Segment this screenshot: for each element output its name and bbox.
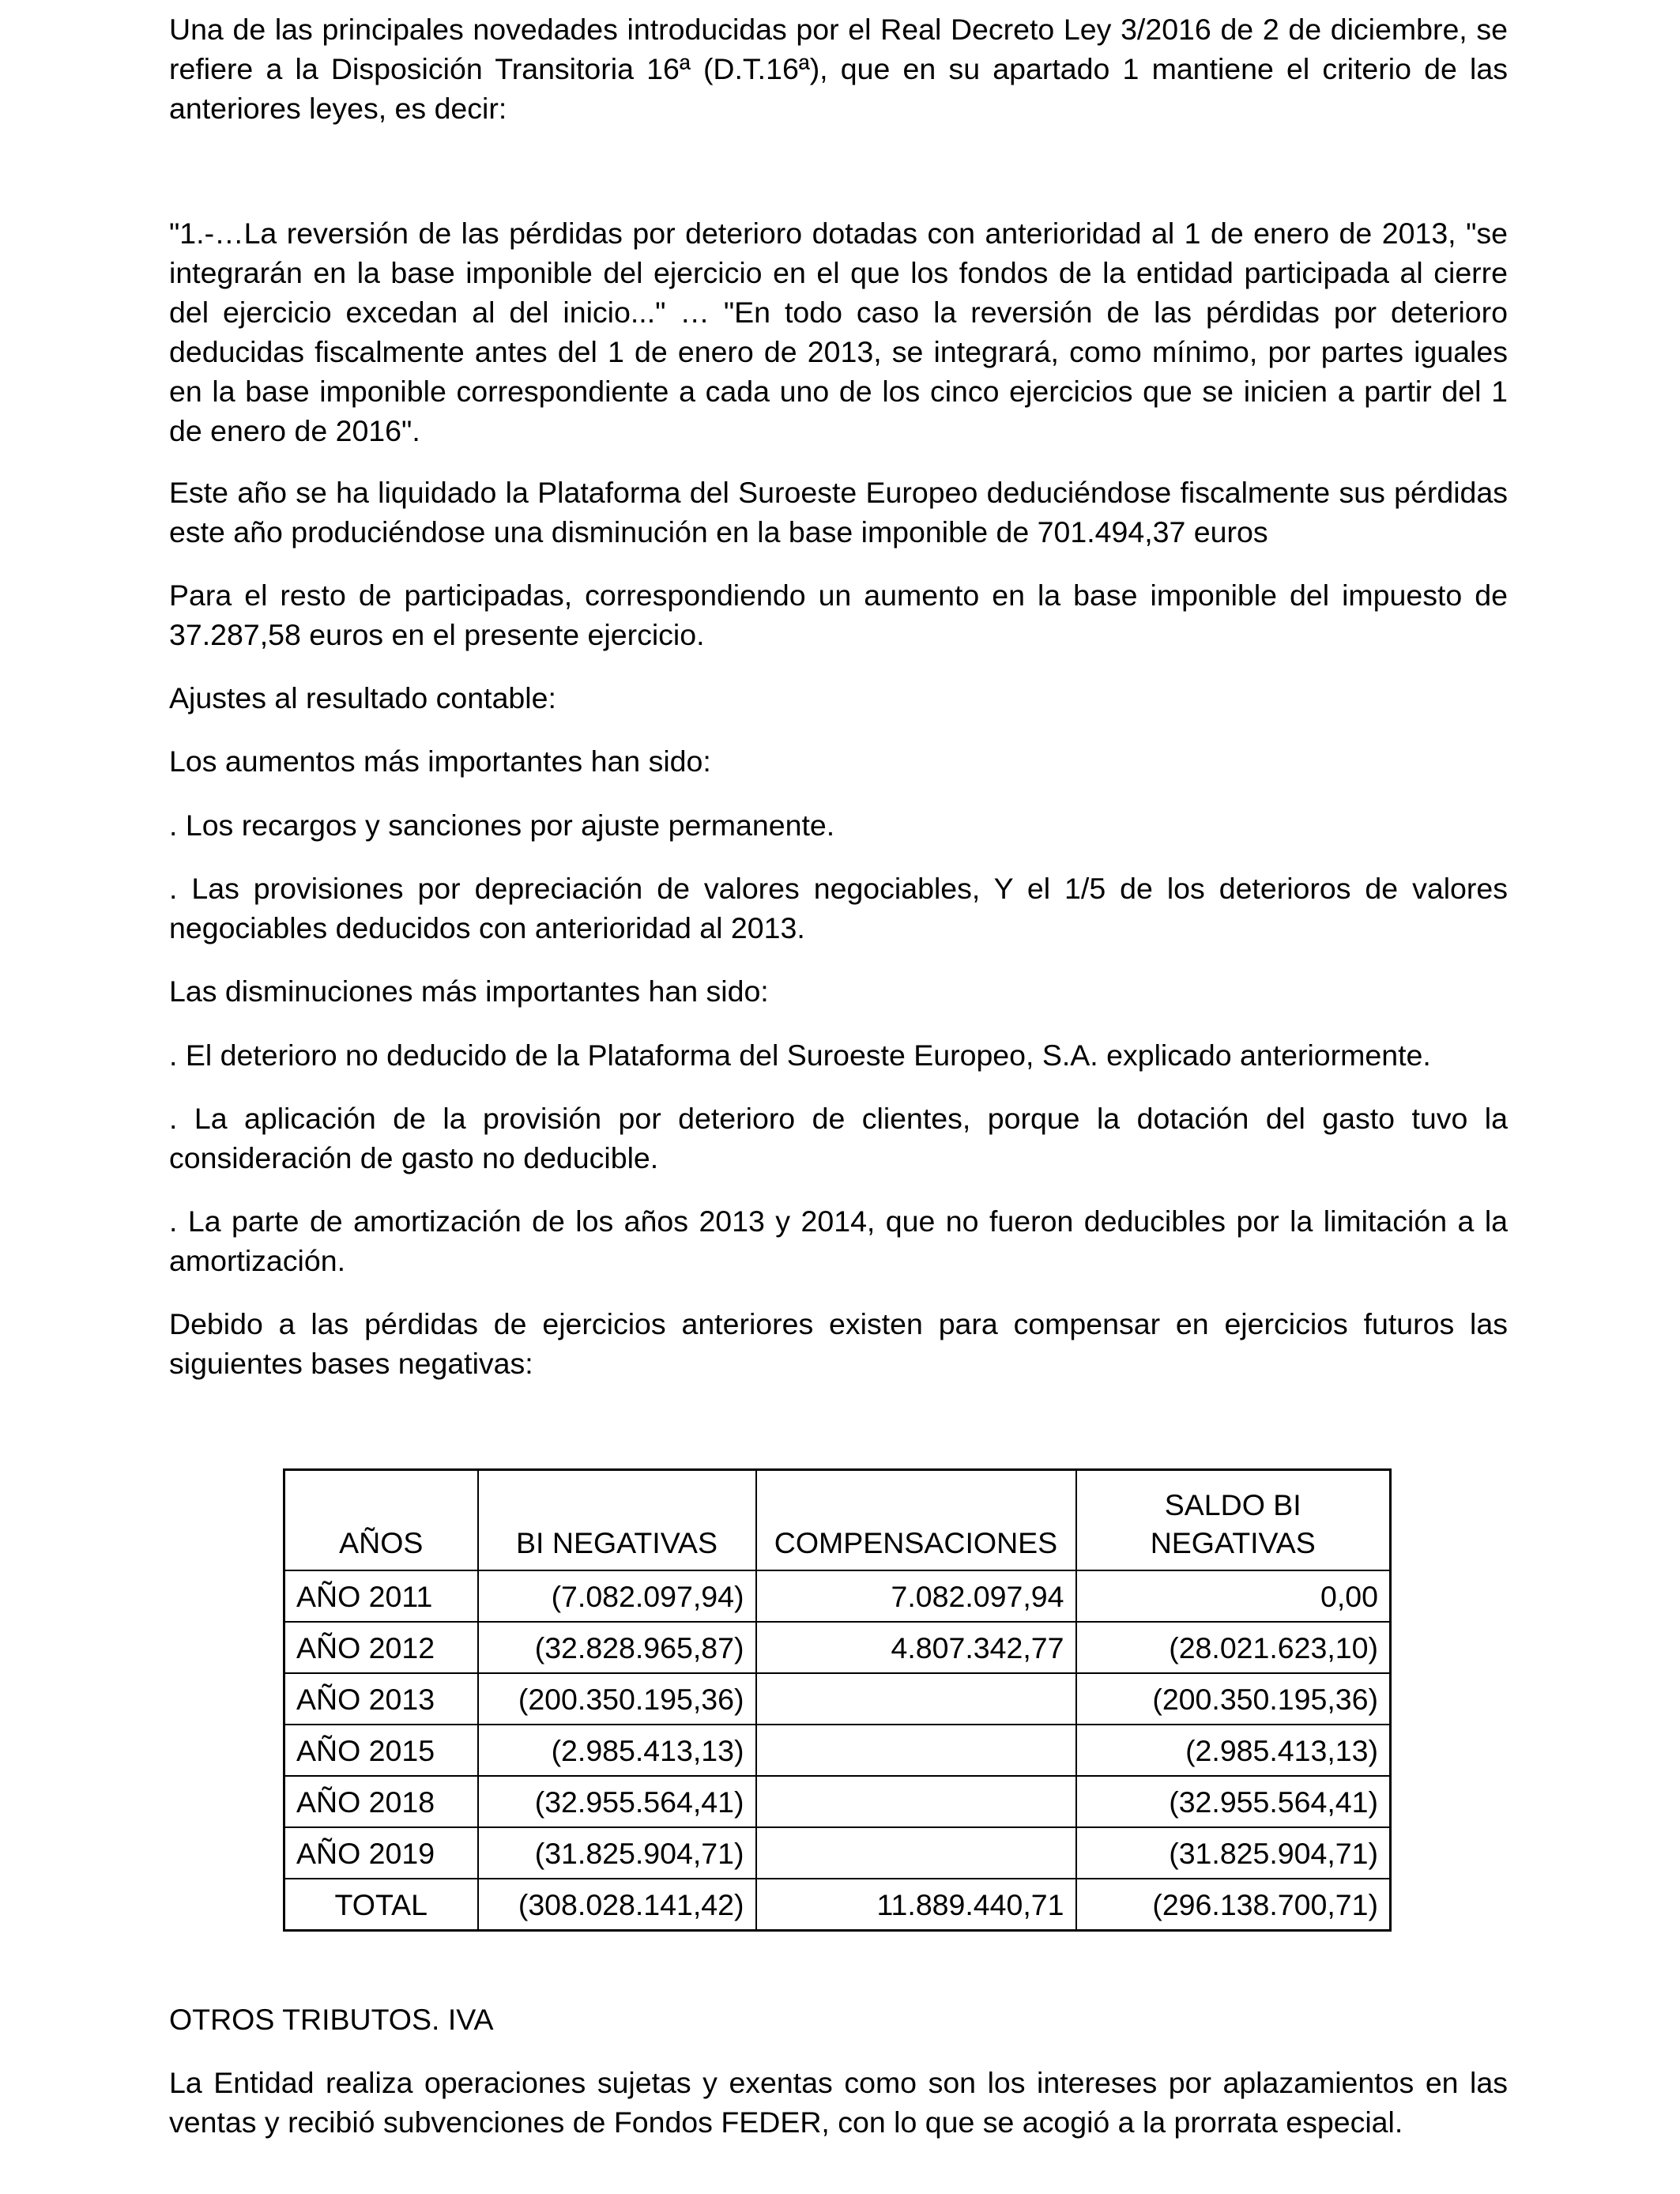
row-compensaciones <box>756 1827 1076 1879</box>
table-row <box>284 1725 1391 1776</box>
quoted-text-paragraph: "1.-…La reversión de las pérdidas por deterioro dotadas con anterioridad al 1 de enero de 2013, "se integrarán en la base imponible del ejercicio en el que los fondos de la entidad participada al cierre del ejercicio excedan al del inicio..." … "En todo caso la reversión de las pérdidas por deterioro deducidas fiscalmente antes del 1 de enero de 2013, se integrará, como mínimo, por partes iguales en la base imponible correspondiente a cada uno de los cinco ejercicios que se inicien a partir del 1 de enero de 2016". <box>169 217 1508 447</box>
total-bi-negativas: (308.028.141,42) <box>478 1879 756 1931</box>
aumentos-heading: Los aumentos más importantes han sido: <box>169 745 711 778</box>
header-bi-negativas: BI NEGATIVAS <box>478 1470 756 1571</box>
row-saldo: (2.985.413,13) <box>1076 1725 1391 1776</box>
total-compensaciones: 11.889.440,71 <box>756 1879 1076 1931</box>
table-row <box>284 1570 1391 1622</box>
amortizacion-item: . La parte de amortización de los años 2013 y 2014, que no fueron deducibles por la limitación a la amortización. <box>169 1204 1508 1277</box>
table-total-row <box>284 1879 1391 1931</box>
row-saldo: (31.825.904,71) <box>1076 1827 1391 1879</box>
header-saldo-line1: SALDO BI <box>1164 1488 1301 1521</box>
row-compensaciones: 4.807.342,77 <box>756 1622 1076 1673</box>
intro-paragraph: Una de las principales novedades introducidas por el Real Decreto Ley 3/2016 de 2 de diciembre, se refiere a la Disposición Transitoria 16ª (D.T.16ª), que en su apartado 1 mantiene el criterio de las anteriores leyes, es decir: <box>169 13 1508 125</box>
row-saldo: 0,00 <box>1076 1570 1391 1622</box>
plataforma-paragraph: Este año se ha liquidado la Plataforma del Suroeste Europeo deduciéndose fiscalmente sus pérdidas este año produciéndose una disminución en la base imponible de 701.494,37 euros <box>169 476 1508 548</box>
table-row <box>284 1776 1391 1827</box>
row-bi-negativas: (7.082.097,94) <box>478 1570 756 1622</box>
row-year: AÑO 2019 <box>284 1827 478 1879</box>
otros-tributos-heading: OTROS TRIBUTOS. IVA <box>169 2003 494 2036</box>
row-compensaciones <box>756 1673 1076 1725</box>
header-compensaciones: COMPENSACIONES <box>756 1470 1076 1571</box>
header-saldo-line2: NEGATIVAS <box>1150 1526 1316 1559</box>
perdidas-paragraph: Debido a las pérdidas de ejercicios anteriores existen para compensar en ejercicios futuros las siguientes bases negativas: <box>169 1307 1508 1380</box>
row-bi-negativas: (2.985.413,13) <box>478 1725 756 1776</box>
aplicacion-item: . La aplicación de la provisión por deterioro de clientes, porque la dotación del gasto tuvo la consideración de gasto no deducible. <box>169 1102 1508 1174</box>
bases-negativas-table <box>283 1468 1392 1932</box>
row-saldo: (28.021.623,10) <box>1076 1622 1391 1673</box>
disminuciones-heading: Las disminuciones más importantes han sido: <box>169 974 769 1008</box>
total-saldo: (296.138.700,71) <box>1076 1879 1391 1931</box>
row-bi-negativas: (200.350.195,36) <box>478 1673 756 1725</box>
row-compensaciones <box>756 1725 1076 1776</box>
recargos-item: . Los recargos y sanciones por ajuste permanente. <box>169 809 835 842</box>
row-bi-negativas: (32.828.965,87) <box>478 1622 756 1673</box>
row-year: AÑO 2018 <box>284 1776 478 1827</box>
table-row <box>284 1622 1391 1673</box>
deterioro-item: . El deterioro no deducido de la Plataforma del Suroeste Europeo, S.A. explicado anteriormente. <box>169 1039 1431 1072</box>
row-saldo: (200.350.195,36) <box>1076 1673 1391 1725</box>
table-row <box>284 1673 1391 1725</box>
table-header-row <box>284 1470 1391 1571</box>
header-anos: AÑOS <box>284 1470 478 1571</box>
resto-participadas-paragraph: Para el resto de participadas, correspondiendo un aumento en la base imponible del impuesto de 37.287,58 euros en el presente ejercicio. <box>169 579 1508 651</box>
row-bi-negativas: (31.825.904,71) <box>478 1827 756 1879</box>
header-saldo-bi-negativas <box>1076 1470 1391 1571</box>
row-bi-negativas: (32.955.564,41) <box>478 1776 756 1827</box>
provisiones-item: . Las provisiones por depreciación de valores negociables, Y el 1/5 de los deterioros de valores negociables deducidos con anterioridad al 2013. <box>169 872 1508 944</box>
row-compensaciones <box>756 1776 1076 1827</box>
row-year: AÑO 2012 <box>284 1622 478 1673</box>
row-year: AÑO 2015 <box>284 1725 478 1776</box>
row-year: AÑO 2011 <box>284 1570 478 1622</box>
ajustes-heading: Ajustes al resultado contable: <box>169 681 556 714</box>
total-label: TOTAL <box>284 1879 478 1931</box>
row-saldo: (32.955.564,41) <box>1076 1776 1391 1827</box>
row-year: AÑO 2013 <box>284 1673 478 1725</box>
row-compensaciones: 7.082.097,94 <box>756 1570 1076 1622</box>
entidad-paragraph: La Entidad realiza operaciones sujetas y exentas como son los intereses por aplazamientos en las ventas y recibió subvenciones de Fondos FEDER, con lo que se acogió a la prorrata especial. <box>169 2066 1508 2139</box>
table-row <box>284 1827 1391 1879</box>
